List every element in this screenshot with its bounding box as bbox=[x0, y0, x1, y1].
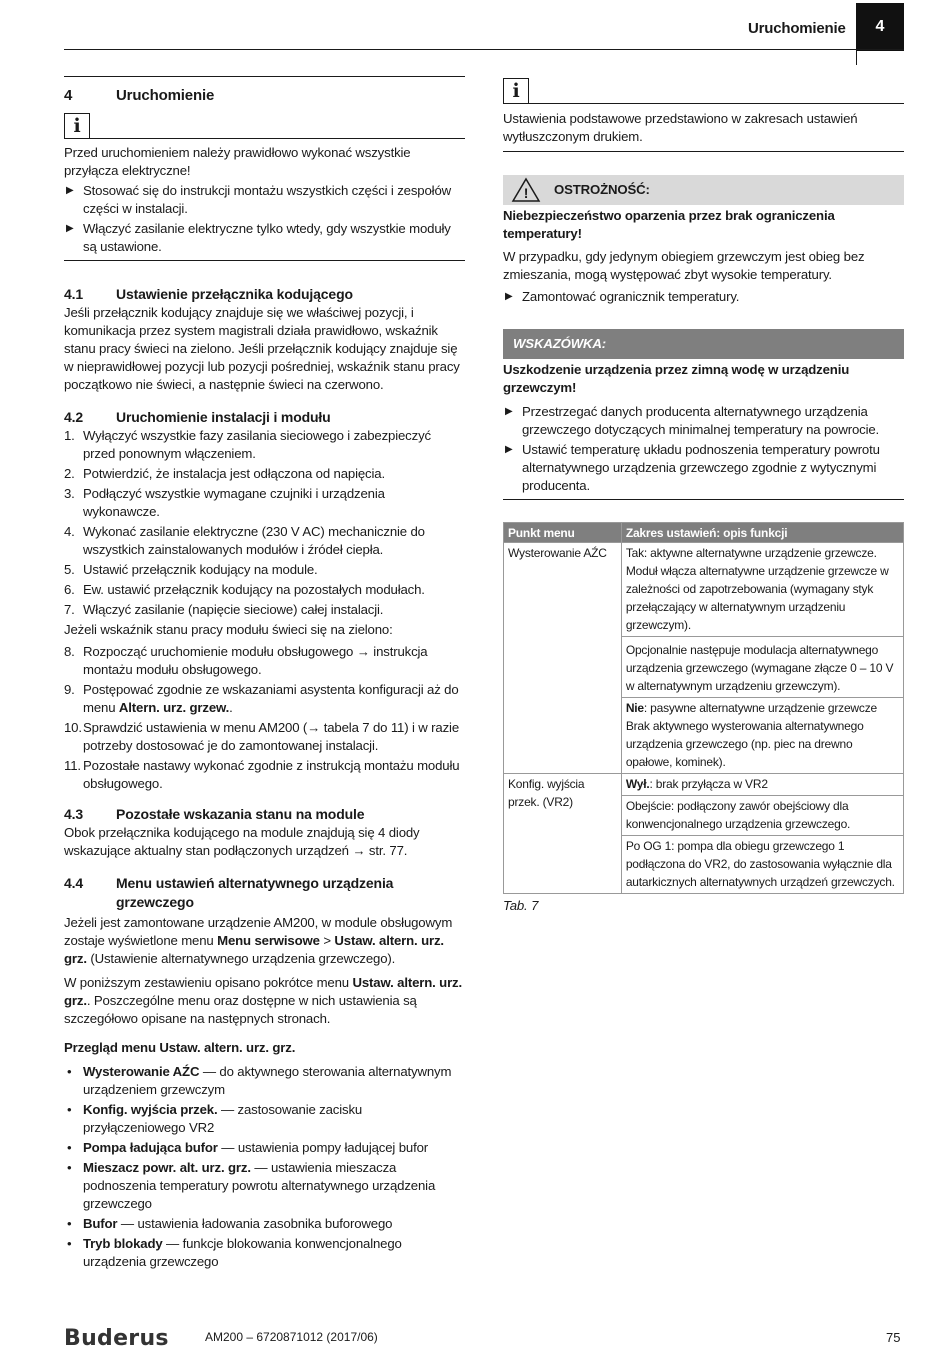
info-text: Przed uruchomieniem należy prawidłowo wykonać wszystkie przyłącza elektryczne! bbox=[64, 145, 411, 178]
subsection-text-4-3: Obok przełącznika kodującego na module znajdują się 4 diody wskazujące aktualny stan podłączonych urządzeń → str. 77. bbox=[64, 825, 420, 858]
subsection-text-4-4-b: W poniższym zestawieniu opisano pokrótce menu Ustaw. altern. urz. grz.. Poszczególne menu oraz dostępne w nich ustawienia są szczegółowo opisane na następnych stronach. bbox=[64, 975, 463, 1026]
header-tick bbox=[856, 51, 857, 65]
list-item: 1. Wyłączyć wszystkie fazy zasilania sieciowego i zabezpieczyć przed ponownym włączeniem. bbox=[64, 428, 431, 461]
list-item: • Konfig. wyjścia przek. — zastosowanie zacisku przyłączeniowego VR2 bbox=[67, 1102, 363, 1135]
table-caption: Tab. 7 bbox=[503, 898, 539, 913]
brand-logo: Buderus bbox=[64, 1326, 169, 1351]
list-item: ▶ Zamontować ogranicznik temperatury. bbox=[505, 289, 740, 304]
table-row bbox=[504, 774, 904, 796]
subsection-heading-4-1: 4.1 Ustawienie przełącznika kodującego bbox=[64, 286, 353, 302]
document-reference: AM200 – 6720871012 (2017/06) bbox=[205, 1330, 378, 1344]
section-title: Uruchomienie bbox=[116, 87, 215, 104]
settings-table bbox=[503, 522, 904, 894]
note-block bbox=[503, 329, 904, 500]
subsection-heading-4-2: 4.2 Uruchomienie instalacji i modułu bbox=[64, 409, 331, 425]
steps-list-continued bbox=[64, 643, 465, 793]
note-title: Uszkodzenie urządzenia przez zimną wodę w urządzeniu grzewczym! bbox=[503, 362, 850, 395]
list-item: ▶ Przestrzegać danych producenta alternatywnego urządzenia grzewczego dotyczących minimalnej temperatury na powrocie. bbox=[505, 404, 880, 437]
note-bullet-list bbox=[503, 403, 904, 495]
page-number: 75 bbox=[886, 1330, 901, 1345]
table-header-cell: Zakres ustawień: opis funkcji bbox=[621, 523, 903, 543]
running-header-title: Uruchomienie bbox=[748, 20, 846, 37]
table-cell: Nie: pasywne alternatywne urządzenie grzewcze Brak aktywnego wysterowania alternatywnego urządzenia grzewczego (np. piec na drewno opałowe, kominek). bbox=[621, 698, 903, 774]
steps-intermediate-text: Jeżeli wskaźnik stanu pracy modułu świeci się na zielono: bbox=[64, 622, 393, 637]
subsection-heading-4-4: 4.4 Menu ustawień alternatywnego urządzenia grzewczego bbox=[64, 875, 394, 910]
note-header bbox=[503, 329, 904, 359]
list-item: 11. Pozostałe nastawy wykonać zgodnie z instrukcją montażu modułu obsługowego. bbox=[64, 758, 460, 791]
left-column bbox=[64, 76, 465, 1273]
table-header-row bbox=[504, 523, 904, 543]
arrow-icon: ▶ bbox=[66, 185, 74, 196]
table-header-cell: Punkt menu bbox=[504, 523, 622, 543]
list-item: ▶ Włączyć zasilanie elektryczne tylko wtedy, gdy wszystkie moduły są ustawione. bbox=[66, 221, 451, 254]
overview-list bbox=[64, 1063, 465, 1271]
subsection-text-4-1: Jeśli przełącznik kodujący znajduje się we właściwej pozycji, i komunikacja przez system magistrali działa prawidłowo, wskaźnik stanu pracy świeci na zielono. Jeśli przełącznik kodujący znajduje się w nieprawidłowej pozycji lub pozycji pośredniej, wskaźnik stanu pracy początkowo nie świeci, a następnie świeci na czerwono. bbox=[64, 305, 460, 392]
chapter-number-badge: 4 bbox=[856, 3, 904, 51]
info-text-right: Ustawienia podstawowe przedstawiono w zakresach ustawień wytłuszczonym drukiem. bbox=[503, 111, 858, 144]
arrow-icon: ▶ bbox=[66, 223, 74, 234]
section-heading bbox=[64, 86, 465, 106]
list-item: ▶ Ustawić temperaturę układu podnoszenia temperatury powrotu alternatywnego urządzenia grzewczego zgodnie z wytycznymi producenta. bbox=[505, 442, 880, 493]
section-number: 4 bbox=[64, 87, 73, 104]
section-top-rule bbox=[64, 76, 465, 77]
arrow-icon: ▶ bbox=[505, 291, 513, 302]
caution-block bbox=[503, 175, 904, 306]
info-icon: i bbox=[503, 78, 529, 104]
list-item: 7. Włączyć zasilanie (napięcie sieciowe) całej instalacji. bbox=[64, 602, 384, 617]
table-cell: Po OG 1: pompa dla obiegu grzewczego 1 podłączona do VR2, do zastosowania wyłącznie dla autarkicznych alternatywnych urządzeń grzewczych. bbox=[621, 836, 903, 894]
table-cell: Opcjonalnie następuje modulacja alternatywnego urządzenia grzewczego (wymagane złącze 0 – 10 V w alternatywnym urządzeniu grzewczym). bbox=[621, 637, 903, 698]
info-icon: i bbox=[64, 113, 90, 139]
caution-bullet-list bbox=[503, 288, 904, 306]
list-item: 6. Ew. ustawić przełącznik kodujący na pozostałych modułach. bbox=[64, 582, 425, 597]
arrow-icon: ▶ bbox=[505, 406, 513, 417]
right-column bbox=[503, 78, 904, 915]
overview-title: Przegląd menu Ustaw. altern. urz. grz. bbox=[64, 1040, 296, 1055]
caution-text: W przypadku, gdy jedynym obiegiem grzewczym jest obieg bez zmieszania, mogą występować zbyt wysokie temperatury. bbox=[503, 249, 865, 282]
list-item: 3. Podłączyć wszystkie wymagane czujniki i urządzenia wykonawcze. bbox=[64, 486, 385, 519]
list-item: ▶ Stosować się do instrukcji montażu wszystkich części i zespołów części w instalacji. bbox=[66, 183, 451, 216]
table-cell-menu-item: Wysterowanie AŹC bbox=[504, 543, 622, 774]
table-cell: Obejście: podłączony zawór obejściowy dla konwencjonalnego urządzenia grzewczego. bbox=[621, 796, 903, 836]
info-block-right bbox=[503, 78, 904, 152]
table-cell: Wył.: brak przyłącza w VR2 bbox=[621, 774, 903, 796]
info-block bbox=[64, 113, 465, 261]
list-item: 10. Sprawdzić ustawienia w menu AM200 (→ tabela 7 do 11) i w razie potrzeby dostosować je do zamontowanej instalacji. bbox=[64, 720, 460, 753]
header-rule bbox=[64, 49, 904, 50]
list-item: • Mieszacz powr. alt. urz. grz. — ustawienia mieszacza podnoszenia temperatury powrotu alternatywnego urządzenia grzewczego bbox=[67, 1160, 436, 1211]
note-label: WSKAZÓWKA: bbox=[513, 336, 606, 351]
table-cell-menu-item: Konfig. wyjścia przek. (VR2) bbox=[504, 774, 622, 894]
list-item: • Tryb blokady — funkcje blokowania konwencjonalnego urządzenia grzewczego bbox=[67, 1236, 402, 1269]
caution-label: OSTROŻNOŚĆ: bbox=[554, 182, 650, 197]
arrow-icon: ▶ bbox=[505, 444, 513, 455]
list-item: 5. Ustawić przełącznik kodujący na module. bbox=[64, 562, 318, 577]
list-item: 2. Potwierdzić, że instalacja jest odłączona od napięcia. bbox=[64, 466, 385, 481]
caution-title: Niebezpieczeństwo oparzenia przez brak ograniczenia temperatury! bbox=[503, 208, 835, 241]
list-item: • Pompa ładująca bufor — ustawienia pompy ładującej bufor bbox=[67, 1140, 429, 1155]
list-item: • Bufor — ustawienia ładowania zasobnika buforowego bbox=[67, 1216, 393, 1231]
subsection-text-4-4-a: Jeżeli jest zamontowane urządzenie AM200, w module obsługowym zostaje wyświetlone menu Menu serwisowe > Ustaw. altern. urz. grz. (Ustawienie alternatywnego urządzenia grzewczego). bbox=[64, 915, 453, 966]
list-item: 4. Wykonać zasilanie elektryczne (230 V AC) mechanicznie do wszystkich zainstalowanych modułów i źródeł ciepła. bbox=[64, 524, 425, 557]
list-item: • Wysterowanie AŹC — do aktywnego sterowania alternatywnym urządzeniem grzewczym bbox=[67, 1064, 452, 1097]
subsection-heading-4-3: 4.3 Pozostałe wskazania stanu na module bbox=[64, 806, 365, 822]
warning-triangle-icon bbox=[511, 177, 541, 203]
table-cell: Tak: aktywne alternatywne urządzenie grzewcze. Moduł włącza alternatywne urządzenie grzewcze w zależności od zapotrzebowania (wymagany styk przełączający w alternatywnym urządzeniu grzewczym). bbox=[621, 543, 903, 637]
svg-text:!: ! bbox=[523, 185, 529, 201]
list-item: 8. Rozpocząć uruchomienie modułu obsługowego → instrukcja montażu modułu obsługowego. bbox=[64, 644, 428, 677]
info-bullet-list bbox=[64, 182, 465, 256]
table-row bbox=[504, 543, 904, 637]
list-item: 9. Postępować zgodnie ze wskazaniami asystenta konfiguracji aż do menu Altern. urz. grzew.. bbox=[64, 682, 459, 715]
caution-header bbox=[503, 175, 904, 205]
steps-list bbox=[64, 427, 465, 619]
